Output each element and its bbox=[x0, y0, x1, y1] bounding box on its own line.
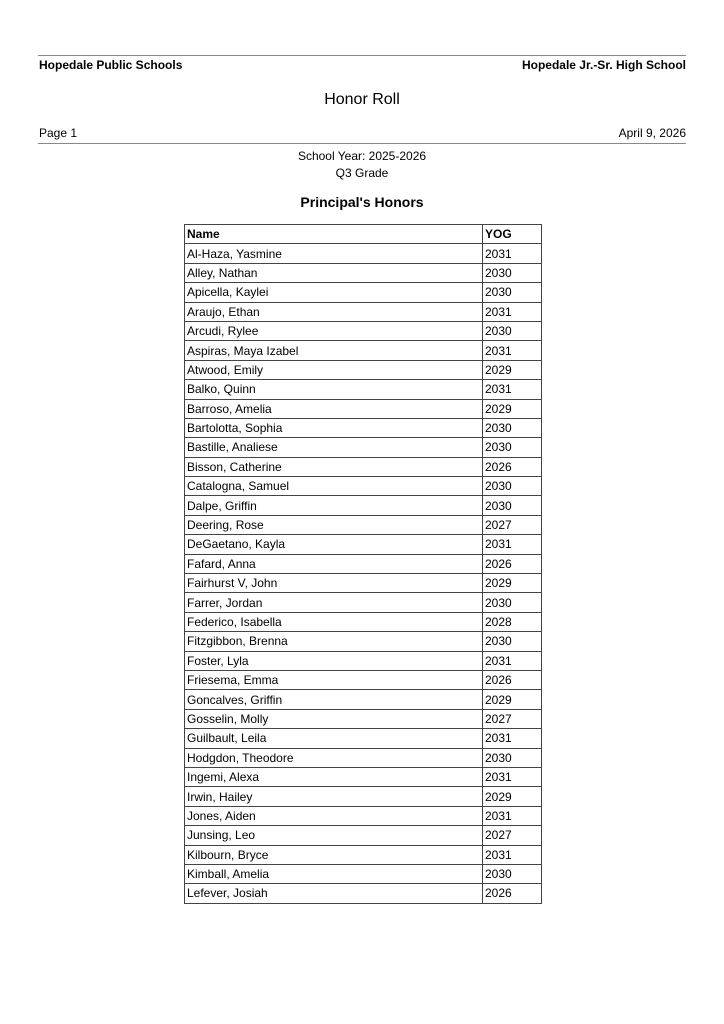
table-row bbox=[185, 302, 542, 321]
column-header-yog: YOG bbox=[483, 225, 542, 244]
table-row bbox=[185, 593, 542, 612]
table-row bbox=[185, 729, 542, 748]
yog-cell: 2026 bbox=[483, 884, 542, 903]
table-row bbox=[185, 496, 542, 515]
yog-cell: 2028 bbox=[483, 612, 542, 631]
student-name-cell: Ingemi, Alexa bbox=[185, 767, 483, 786]
yog-cell: 2029 bbox=[483, 360, 542, 379]
header-bottom-rule bbox=[38, 143, 686, 144]
page-title: Honor Roll bbox=[324, 91, 400, 108]
yog-cell: 2030 bbox=[483, 418, 542, 437]
table-row bbox=[185, 884, 542, 903]
table-row bbox=[185, 477, 542, 496]
student-name-cell: Balko, Quinn bbox=[185, 380, 483, 399]
yog-cell: 2026 bbox=[483, 457, 542, 476]
yog-cell: 2030 bbox=[483, 632, 542, 651]
table-row bbox=[185, 806, 542, 825]
yog-cell: 2030 bbox=[483, 477, 542, 496]
student-name-cell: Aspiras, Maya Izabel bbox=[185, 341, 483, 360]
yog-cell: 2031 bbox=[483, 806, 542, 825]
column-header-name: Name bbox=[185, 225, 483, 244]
table-row bbox=[185, 535, 542, 554]
student-name-cell: DeGaetano, Kayla bbox=[185, 535, 483, 554]
table-row bbox=[185, 554, 542, 573]
student-name-cell: Jones, Aiden bbox=[185, 806, 483, 825]
student-name-cell: Deering, Rose bbox=[185, 515, 483, 534]
student-name-cell: Friesema, Emma bbox=[185, 670, 483, 689]
student-name-cell: Arcudi, Rylee bbox=[185, 321, 483, 340]
student-name-cell: Dalpe, Griffin bbox=[185, 496, 483, 515]
school-year: School Year: 2025-2026 bbox=[297, 149, 427, 163]
table-row bbox=[185, 244, 542, 263]
yog-cell: 2030 bbox=[483, 263, 542, 282]
table-row bbox=[185, 651, 542, 670]
student-name-cell: Alley, Nathan bbox=[185, 263, 483, 282]
yog-cell: 2031 bbox=[483, 651, 542, 670]
student-name-cell: Apicella, Kaylei bbox=[185, 283, 483, 302]
table-row bbox=[185, 399, 542, 418]
yog-cell: 2031 bbox=[483, 341, 542, 360]
student-name-cell: Catalogna, Samuel bbox=[185, 477, 483, 496]
student-name-cell: Farrer, Jordan bbox=[185, 593, 483, 612]
yog-cell: 2031 bbox=[483, 380, 542, 399]
table-row bbox=[185, 787, 542, 806]
table-body bbox=[185, 244, 542, 903]
table-row bbox=[185, 690, 542, 709]
yog-cell: 2031 bbox=[483, 244, 542, 263]
student-name-cell: Barroso, Amelia bbox=[185, 399, 483, 418]
student-name-cell: Bisson, Catherine bbox=[185, 457, 483, 476]
grade-period: Q3 Grade bbox=[335, 166, 389, 180]
student-name-cell: Gosselin, Molly bbox=[185, 709, 483, 728]
table-row bbox=[185, 263, 542, 282]
yog-cell: 2031 bbox=[483, 302, 542, 321]
student-name-cell: Hodgdon, Theodore bbox=[185, 748, 483, 767]
student-name-cell: Kilbourn, Bryce bbox=[185, 845, 483, 864]
report-date: April 9, 2026 bbox=[618, 126, 686, 140]
student-name-cell: Fafard, Anna bbox=[185, 554, 483, 573]
table-row bbox=[185, 845, 542, 864]
table-header-row bbox=[185, 225, 542, 244]
yog-cell: 2030 bbox=[483, 864, 542, 883]
yog-cell: 2026 bbox=[483, 670, 542, 689]
table-row bbox=[185, 457, 542, 476]
yog-cell: 2029 bbox=[483, 787, 542, 806]
header-top-rule bbox=[38, 55, 686, 56]
table-row bbox=[185, 748, 542, 767]
yog-cell: 2030 bbox=[483, 748, 542, 767]
yog-cell: 2029 bbox=[483, 399, 542, 418]
student-name-cell: Guilbault, Leila bbox=[185, 729, 483, 748]
student-name-cell: Al-Haza, Yasmine bbox=[185, 244, 483, 263]
student-name-cell: Kimball, Amelia bbox=[185, 864, 483, 883]
table-row bbox=[185, 826, 542, 845]
table-row bbox=[185, 864, 542, 883]
yog-cell: 2030 bbox=[483, 321, 542, 340]
student-name-cell: Irwin, Hailey bbox=[185, 787, 483, 806]
table-row bbox=[185, 515, 542, 534]
table-row bbox=[185, 709, 542, 728]
section-title: Principal's Honors bbox=[300, 194, 424, 210]
student-name-cell: Fairhurst V, John bbox=[185, 574, 483, 593]
student-name-cell: Atwood, Emily bbox=[185, 360, 483, 379]
table-row bbox=[185, 574, 542, 593]
table-row bbox=[185, 438, 542, 457]
student-name-cell: Foster, Lyla bbox=[185, 651, 483, 670]
yog-cell: 2030 bbox=[483, 496, 542, 515]
student-name-cell: Federico, Isabella bbox=[185, 612, 483, 631]
yog-cell: 2031 bbox=[483, 729, 542, 748]
yog-cell: 2029 bbox=[483, 574, 542, 593]
yog-cell: 2029 bbox=[483, 690, 542, 709]
yog-cell: 2030 bbox=[483, 593, 542, 612]
table-row bbox=[185, 767, 542, 786]
table-row bbox=[185, 670, 542, 689]
table-row bbox=[185, 380, 542, 399]
school-name: Hopedale Jr.-Sr. High School bbox=[521, 58, 686, 72]
student-name-cell: Fitzgibbon, Brenna bbox=[185, 632, 483, 651]
table-row bbox=[185, 612, 542, 631]
yog-cell: 2030 bbox=[483, 283, 542, 302]
student-name-cell: Junsing, Leo bbox=[185, 826, 483, 845]
student-name-cell: Bartolotta, Sophia bbox=[185, 418, 483, 437]
table-row bbox=[185, 360, 542, 379]
table-row bbox=[185, 341, 542, 360]
yog-cell: 2027 bbox=[483, 709, 542, 728]
yog-cell: 2031 bbox=[483, 845, 542, 864]
student-name-cell: Goncalves, Griffin bbox=[185, 690, 483, 709]
table-row bbox=[185, 632, 542, 651]
yog-cell: 2027 bbox=[483, 826, 542, 845]
student-name-cell: Bastille, Analiese bbox=[185, 438, 483, 457]
honor-roll-table bbox=[184, 224, 542, 904]
yog-cell: 2027 bbox=[483, 515, 542, 534]
table-row bbox=[185, 283, 542, 302]
yog-cell: 2030 bbox=[483, 438, 542, 457]
yog-cell: 2031 bbox=[483, 767, 542, 786]
student-name-cell: Araujo, Ethan bbox=[185, 302, 483, 321]
district-name: Hopedale Public Schools bbox=[39, 58, 183, 72]
yog-cell: 2031 bbox=[483, 535, 542, 554]
table-row bbox=[185, 321, 542, 340]
table-row bbox=[185, 418, 542, 437]
yog-cell: 2026 bbox=[483, 554, 542, 573]
student-name-cell: Lefever, Josiah bbox=[185, 884, 483, 903]
page-number: Page 1 bbox=[39, 126, 78, 140]
